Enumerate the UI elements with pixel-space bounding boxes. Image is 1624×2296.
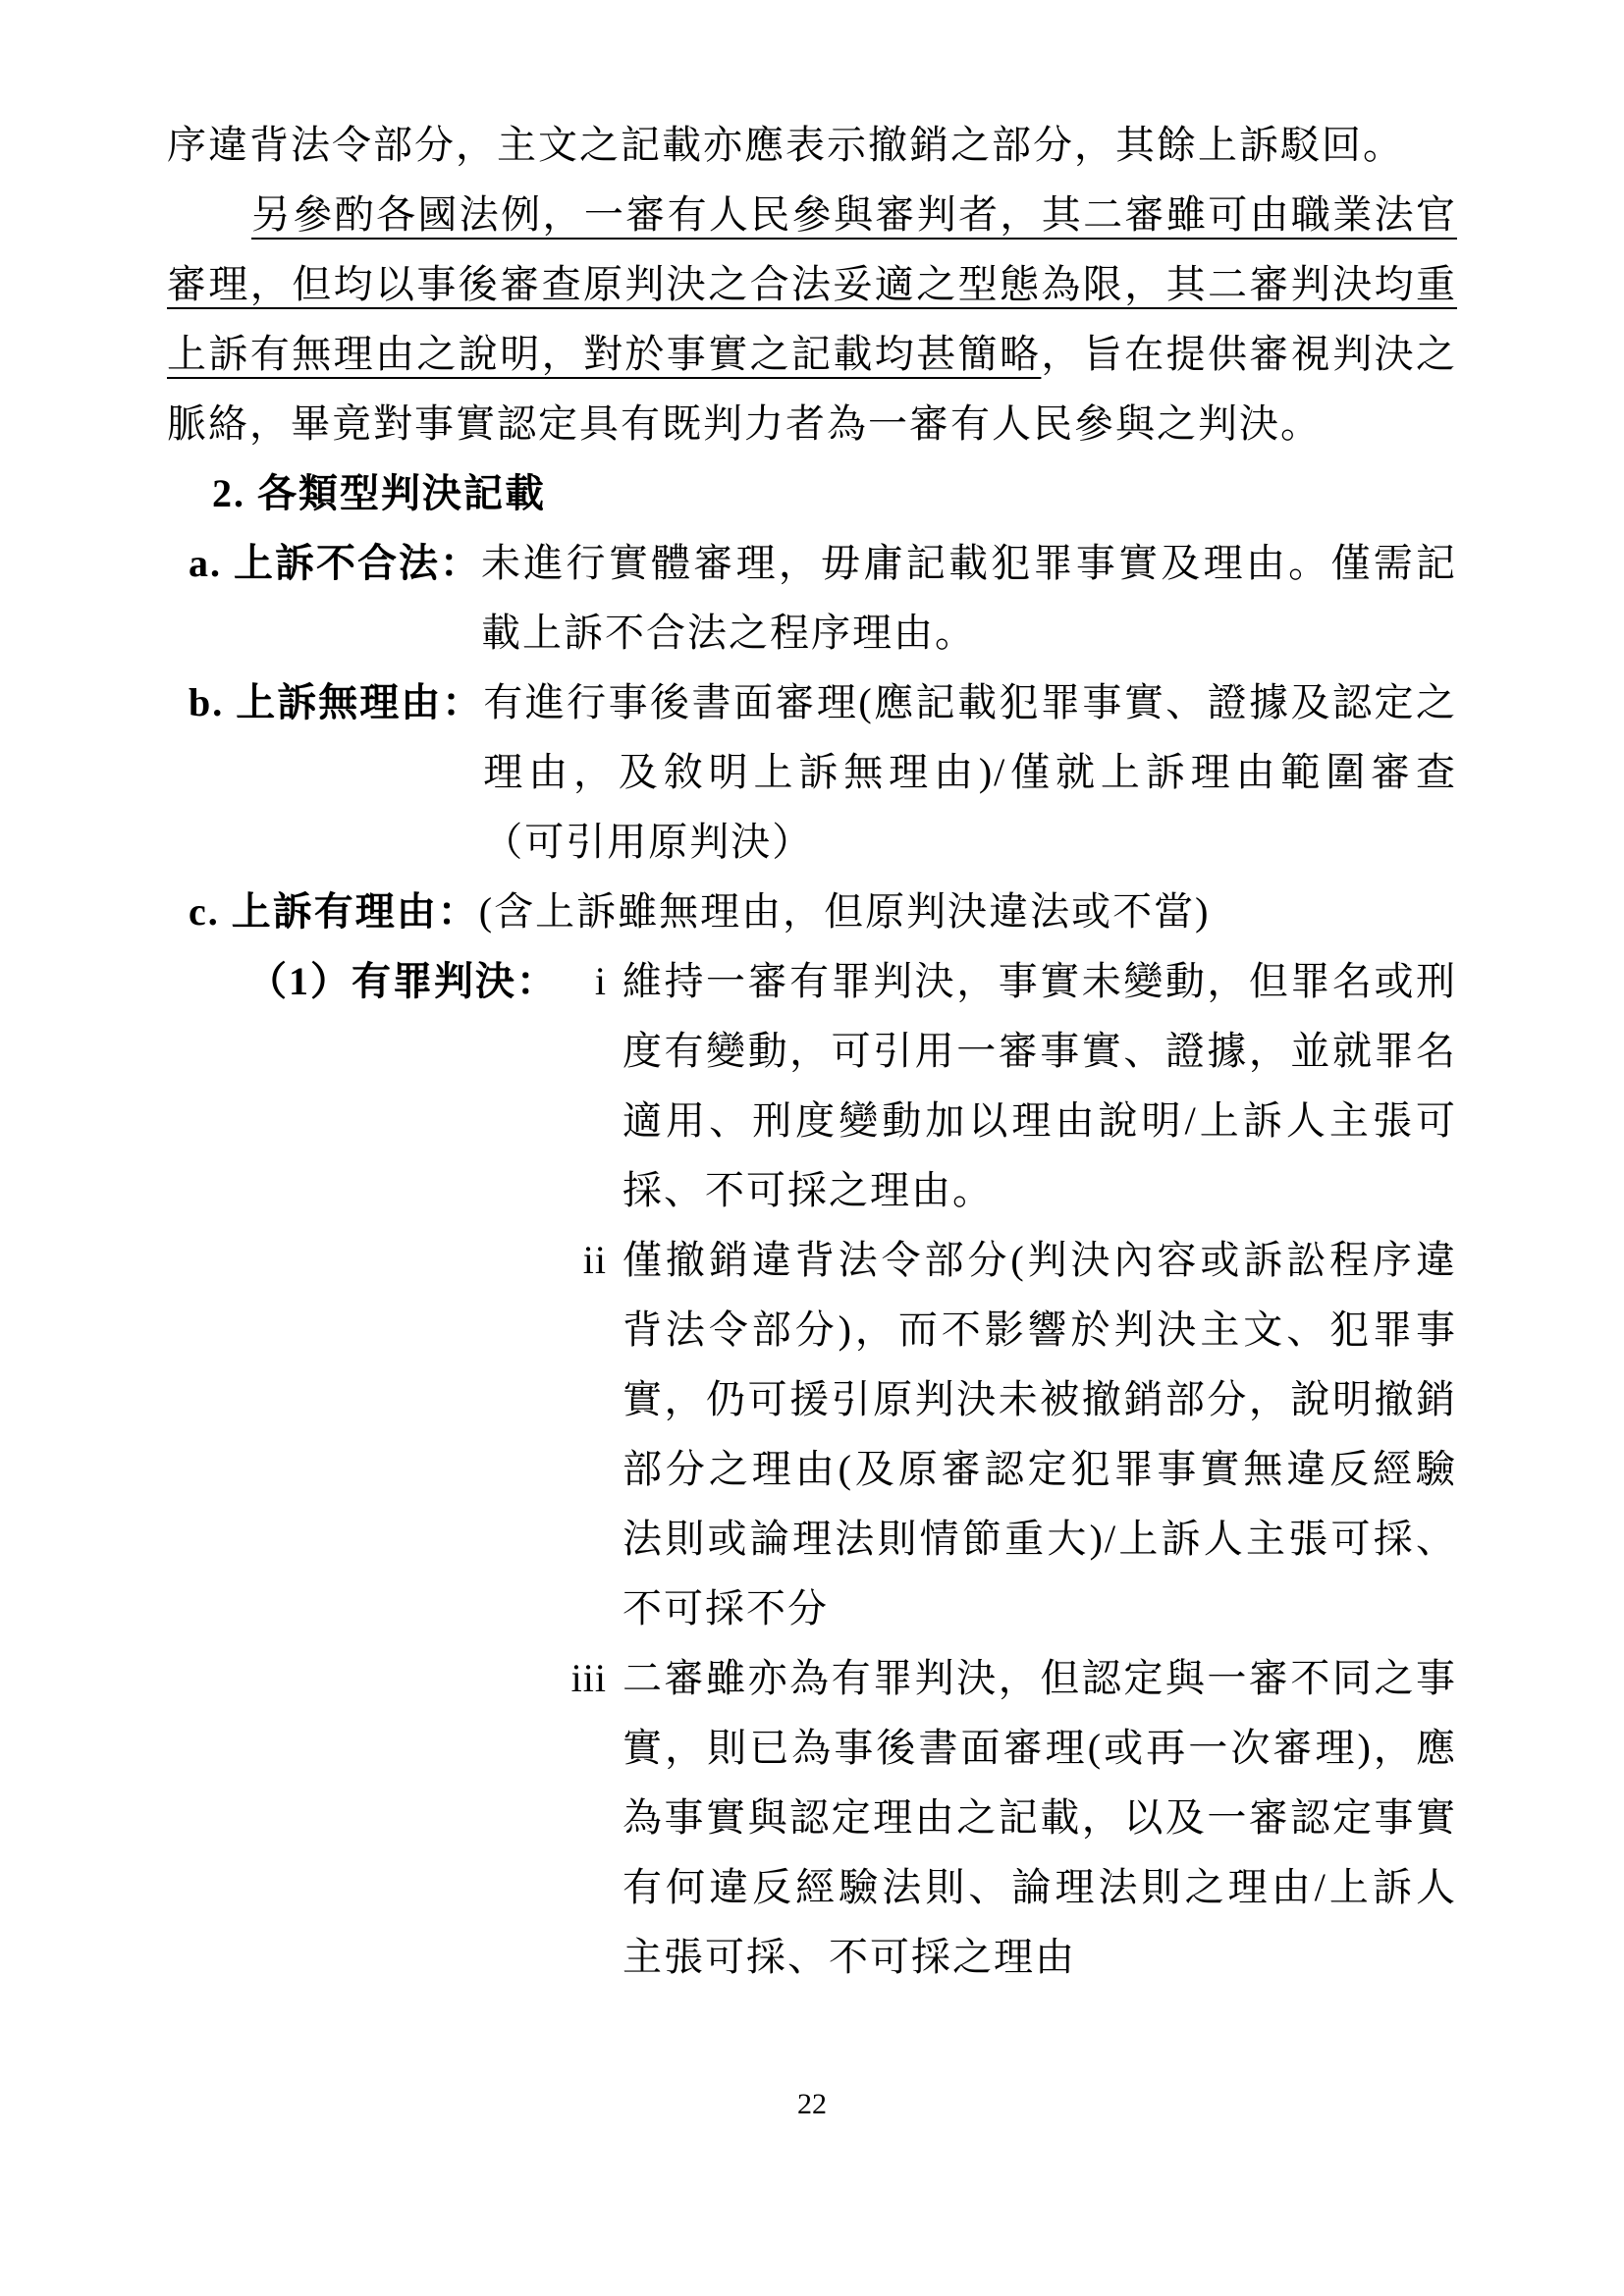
list-item-a [167, 528, 1457, 667]
roman-list [558, 946, 1457, 1992]
sub-item-label: （1）有罪判決： [247, 959, 558, 1003]
list-item-b [167, 667, 1457, 877]
item-b-label: b. 上訴無理由： [189, 680, 484, 724]
continuation-paragraph: 序違背法令部分，主文之記載亦應表示撤銷之部分，其餘上訴駁回。 [167, 123, 1404, 167]
roman-text-ii: 僅撤銷違背法令部分(判決內容或訴訟程序違背法令部分)，而不影響於判決主文、犯罪事實，仍可援引原判決未被撤銷部分，說明撤銷部分之理由(及原審認定犯罪事實無違反經驗法則或論理法則情節重大)/上訴人主張可採、不可採不分 [623, 1238, 1457, 1630]
roman-text-iii: 二審雖亦為有罪判決，但認定與一審不同之事實，則已為事後書面審理(或再一次審理)，應為事實與認定理由之記載，以及一審認定事實有何違反經驗法則、論理法則之理由/上訴人主張可採、不可採之理由 [623, 1656, 1457, 1979]
item-a-label: a. 上訴不合法： [189, 541, 481, 585]
roman-marker-ii: ii [582, 1238, 607, 1282]
item-a-text: 未進行實體審理，毋庸記載犯罪事實及理由。僅需記載上訴不合法之程序理由。 [481, 541, 1457, 655]
page-content [167, 110, 1457, 1992]
item-b-text: 有進行事後書面審理(應記載犯罪事實、證據及認定之理由，及敘明上訴無理由)/僅就上訴理由範圍審查（可引用原判決） [483, 680, 1457, 864]
roman-item-ii [558, 1225, 1457, 1643]
roman-item-i [558, 946, 1457, 1225]
section-heading: 2. 各類型判決記載 [212, 471, 546, 515]
sub-item-guilty-verdict [167, 946, 1457, 1992]
list-item-c [167, 877, 1457, 946]
item-c-text: (含上訴雖無理由，但原判決違法或不當) [478, 889, 1211, 934]
roman-marker-i: i [594, 959, 607, 1003]
roman-item-iii [558, 1643, 1457, 1992]
roman-text-i: 維持一審有罪判決，事實未變動，但罪名或刑度有變動，可引用一審事實、證據，並就罪名適用、刑度變動加以理由說明/上訴人主張可採、不可採之理由。 [623, 959, 1457, 1212]
underlined-passage: 另參酌各國法例，一審有人民參與審判者，其二審雖可由職業法官審理，但均以事後審查原判決之合法妥適之型態為限，其二審判決均重上訴有無理由之說明，對於事實之記載均甚簡略 [167, 192, 1457, 376]
roman-marker-iii: iii [570, 1656, 607, 1700]
item-c-label: c. 上訴有理由： [189, 889, 479, 934]
comparative-law-paragraph [167, 180, 1457, 458]
paragraph-rest: ，旨在提供審視判決之脈絡，畢竟對事實認定具有既判力者為一審有人民參與之判決。 [167, 332, 1458, 446]
page-number: 22 [797, 2088, 827, 2120]
